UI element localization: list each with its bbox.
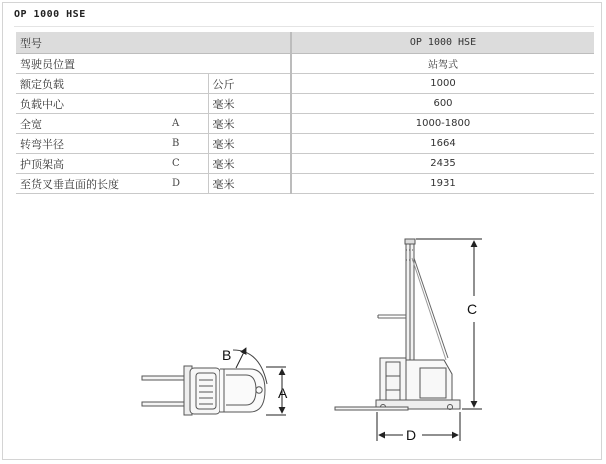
spec-unit: 毫米 [208, 154, 291, 174]
spec-header-value: OP 1000 HSE [291, 32, 594, 54]
spec-value: 1000 [291, 74, 594, 94]
spec-label: 至货叉垂直面的长度 [16, 174, 166, 194]
spec-value: 2435 [291, 154, 594, 174]
dimension-label-b: B [222, 347, 232, 363]
spec-value: 1664 [291, 134, 594, 154]
dimension-label-d: D [406, 427, 417, 443]
side-view-cab [377, 315, 456, 406]
spec-unit: 毫米 [208, 174, 291, 194]
spec-header-label: 型号 [16, 32, 291, 54]
spec-label: 额定负载 [16, 74, 208, 94]
spec-label: 护顶架高 [16, 154, 166, 174]
spec-code: B [166, 134, 208, 154]
top-view-body [184, 366, 265, 415]
top-view-drawing [142, 348, 286, 415]
dimension-label-c: C [467, 301, 478, 317]
top-view-forks [142, 376, 190, 406]
side-view-drawing [335, 239, 460, 410]
spec-code: A [166, 114, 208, 134]
spec-value: 600 [291, 94, 594, 114]
spec-unit: 公斤 [208, 74, 291, 94]
spec-value: 1000-1800 [291, 114, 594, 134]
spec-unit: 毫米 [208, 94, 291, 114]
spec-value: 站驾式 [291, 54, 594, 74]
spec-code: C [166, 154, 208, 174]
spec-label: 驾驶员位置 [16, 54, 291, 74]
side-view-forks [335, 407, 408, 410]
model-title: OP 1000 HSE [14, 9, 86, 20]
spec-value: 1931 [291, 174, 594, 194]
length-dimension-d [377, 412, 460, 441]
spec-label: 转弯半径 [16, 134, 166, 154]
spec-code: D [166, 174, 208, 194]
dimension-label-a: A [278, 385, 288, 401]
spec-label: 全宽 [16, 114, 166, 134]
spec-label: 负载中心 [16, 94, 208, 114]
spec-unit: 毫米 [208, 114, 291, 134]
spec-unit: 毫米 [208, 134, 291, 154]
